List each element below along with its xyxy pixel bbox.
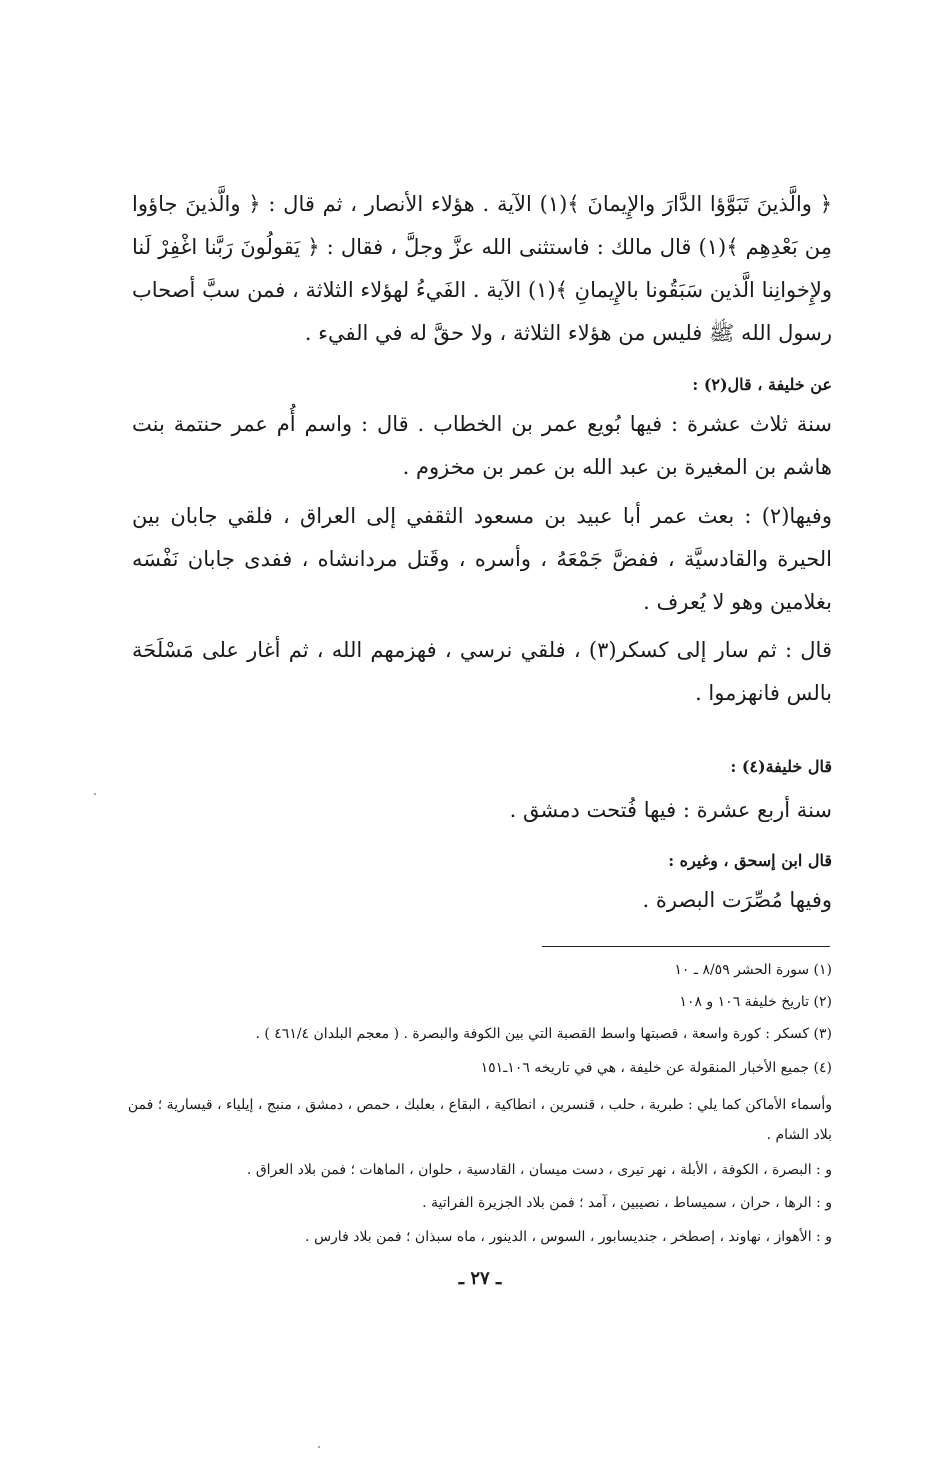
heading-khalifa-said-2: قال خليفة(٤) : bbox=[730, 757, 832, 776]
scan-speck bbox=[94, 793, 96, 795]
scan-speck bbox=[318, 1446, 320, 1448]
footnote-2: (٢) تاريخ خليفة ١٠٦ و ١٠٨ bbox=[679, 994, 832, 1010]
footnote-places-jazira: و : الرها ، حران ، سميساط ، نصيبين ، آمد ؛ فمن بلاد الجزيرة الفراتية . bbox=[422, 1195, 832, 1211]
paragraph-year-13: سنة ثلاث عشرة : فيها بُويع عمر بن الخطاب . قال : واسم أُم عمر حنتمة بنت هاشم بن المغيرة بن عبد الله بن عمر بن مخزوم . bbox=[132, 412, 832, 479]
footnote-places-iraq: و : البصرة ، الكوفة ، الأبلة ، نهر تيرى ، دست ميسان ، القادسية ، حلوان ، الماهات ؛ فمن بلاد العراق . bbox=[246, 1162, 832, 1178]
heading-ibn-ishaq: قال ابن إسحق ، وغيره : bbox=[668, 851, 832, 870]
footnote-separator bbox=[542, 946, 830, 947]
footnote-4: (٤) جميع الأخبار المنقولة عن خليفة ، هي في تاريخه ١٠٦ـ١٥١ bbox=[480, 1060, 832, 1076]
heading-khalifa-said: عن خليفة ، قال(٢) : bbox=[692, 375, 832, 394]
footnote-places-sham: وأسماء الأماكن كما يلي : طبرية ، حلب ، قنسرين ، انطاكية ، البقاع ، بعلبك ، حمص ، دمشق ، منبج ، إيلياء ، قيسارية ؛ فمن بلاد الشام . bbox=[127, 1097, 832, 1143]
paragraph-basra: وفيها مُصِّرَت البصرة . bbox=[642, 888, 832, 912]
footnote-places-fars: و : الأهواز ، نهاوند ، إصطخر ، جنديسابور ، السوس ، الدينور ، ماه سبذان ؛ فمن بلاد فارس . bbox=[305, 1229, 832, 1245]
paragraph-year-14: سنة أربع عشرة : فيها فُتحت دمشق . bbox=[509, 798, 832, 822]
page-number: ـ ٢٧ ـ bbox=[458, 1268, 502, 1289]
paragraph-quran-verses: ﴿ والَّذينَ تَبَوَّؤا الدَّارَ والإِيمانَ ﴾(١) الآية . هؤلاء الأنصار ، ثم قال : ﴿ والَّذينَ جاؤوا مِن بَعْدِهِم ﴾(١) قال مالك : فاستثنى الله عزَّ وجلَّ ، فقال : ﴿ يَقولُونَ رَبَّنا اغْفِرْ لَنا ولإِخوانِنا الَّذين سَبَقُونا بالإِيمانِ ﴾(١) الآية . الفَيءُ لهؤلاء الثلاثة ، فمن سبَّ أصحاب رسول الله ﷺ فليس من هؤلاء الثلاثة ، ولا حقَّ له في الفيء . bbox=[132, 192, 833, 345]
paragraph-kaskar: قال : ثم سار إلى كسكر(٣) ، فلقي نرسي ، فهزمهم الله ، ثم أغار على مَسْلَحَة بالس فانهزموا . bbox=[132, 638, 832, 705]
footnote-1: (١) سورة الحشر ٨/٥٩ ـ ١٠ bbox=[674, 962, 832, 978]
paragraph-abu-ubaid: وفيها(٢) : بعث عمر أبا عبيد بن مسعود الثقفي إلى العراق ، فلقي جابان بين الحيرة والقادسيَّة ، ففضَّ جَمْعَهُ ، وأسره ، وقَتل مردانشاه ، ففدى جابان نَفْسَه بغلامين وهو لا يُعرف . bbox=[132, 504, 832, 614]
footnote-3: (٣) كسكر : كورة واسعة ، قصبتها واسط القصبة التي بين الكوفة والبصرة . ( معجم البلدان ٤٦١/٤ ) . bbox=[255, 1026, 832, 1042]
